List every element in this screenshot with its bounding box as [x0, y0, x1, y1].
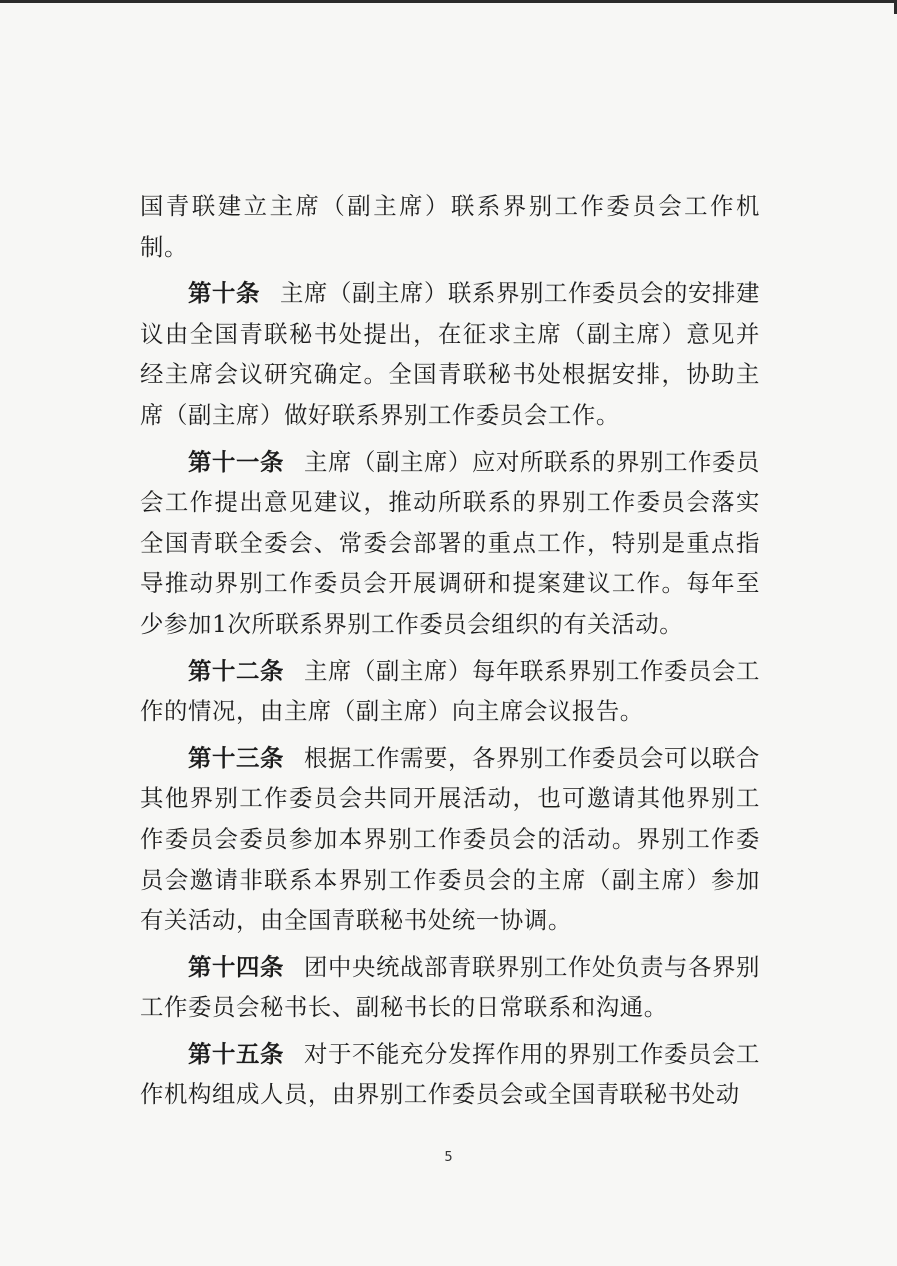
article-11 [140, 442, 760, 645]
scan-top-edge [0, 0, 897, 3]
article-15 [140, 1034, 760, 1115]
article-text: 根据工作需要，各界别工作委员会可以联合其他界别工作委员会共同开展活动，也可邀请其他界别工作委员会委员参加本界别工作委员会的活动。界别工作委员会邀请非联系本界别工作委员会的主席（副主席）参加有关活动，由全国青联秘书处统一协调。 [140, 743, 760, 935]
article-text: 主席（副主席）每年联系界别工作委员会工作的情况，由主席（副主席）向主席会议报告。 [140, 656, 760, 726]
article-text: 团中央统战部青联界别工作处负责与各界别工作委员会秘书长、副秘书长的日常联系和沟通。 [140, 952, 760, 1022]
article-number: 第十一条 [188, 447, 284, 476]
article-10 [140, 273, 760, 435]
article-13 [140, 738, 760, 941]
article-number: 第十条 [188, 279, 260, 308]
article-14 [140, 947, 760, 1028]
article-number: 第十二条 [188, 656, 284, 685]
article-number: 第十三条 [188, 743, 284, 772]
article-number: 第十五条 [188, 1039, 284, 1068]
article-text: 对于不能充分发挥作用的界别工作委员会工作机构组成人员，由界别工作委员会或全国青联秘书处动 [140, 1039, 760, 1109]
article-text: 主席（副主席）联系界别工作委员会的安排建议由全国青联秘书处提出，在征求主席（副主席）意见并经主席会议研究确定。全国青联秘书处根据安排，协助主席（副主席）做好联系界别工作委员会工作。 [140, 279, 760, 429]
article-12 [140, 651, 760, 732]
document-body [140, 186, 760, 1121]
article-number: 第十四条 [188, 952, 284, 981]
page-number: 5 [444, 1150, 453, 1165]
article-text: 主席（副主席）应对所联系的界别工作委员会工作提出意见建议，推动所联系的界别工作委员会落实全国青联全委会、常委会部署的重点工作，特别是重点指导推动界别工作委员会开展调研和提案建议工作。每年至少参加1次所联系界别工作委员会组织的有关活动。 [140, 447, 760, 638]
continuation-paragraph: 国青联建立主席（副主席）联系界别工作委员会工作机制。 [140, 192, 760, 261]
